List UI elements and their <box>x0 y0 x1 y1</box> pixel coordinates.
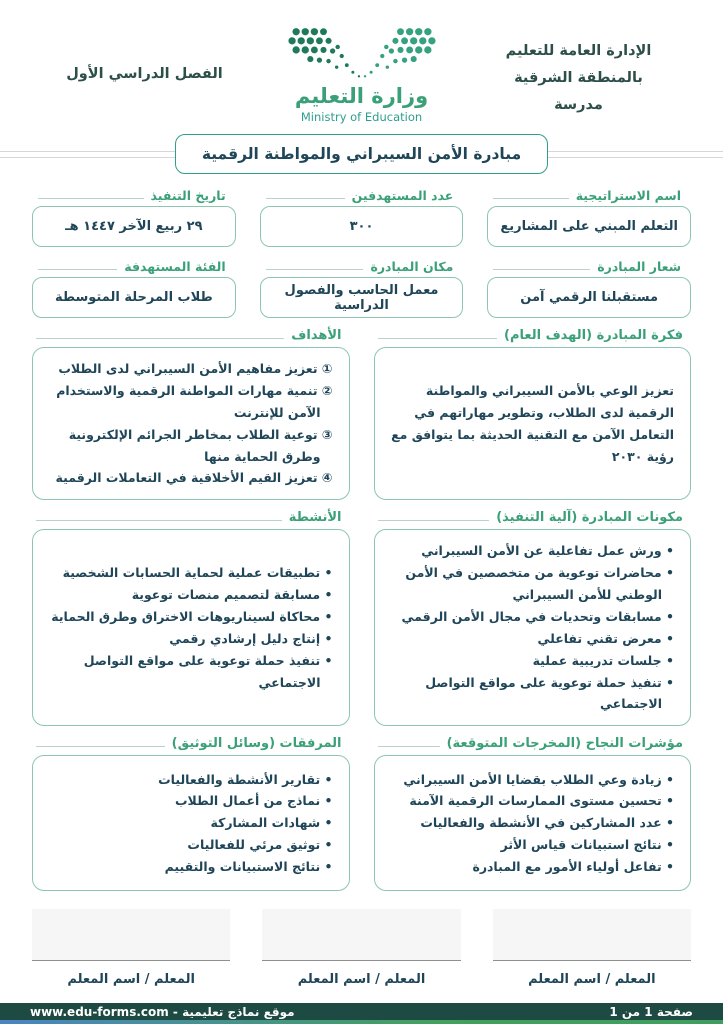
field-label: عدد المستهدفين <box>351 188 454 203</box>
section-components <box>374 510 692 726</box>
list-item: • تقارير الأنشطة والفعاليات <box>158 771 333 787</box>
list-item: • مسابقة لتصميم منصات توعوية <box>131 587 333 602</box>
list-item: • توثيق مرئي للفعاليات <box>187 837 333 853</box>
list-item: • إنتاج دليل إرشادي رقمي <box>169 630 333 646</box>
list-item: • نتائج الاستبيانات والتقييم <box>164 859 333 875</box>
list-item: • زيادة وعي الطلاب بقضايا الأمن السيبراني <box>403 771 674 787</box>
section-success-indicators <box>374 736 692 891</box>
field-value: مستقبلنا الرقمي آمن <box>487 277 691 318</box>
list-item: • عدد المشاركين في الأنشطة والفعاليات <box>420 815 674 831</box>
section-title: الأهداف <box>291 328 342 343</box>
section-title: الأنشطة <box>288 510 342 526</box>
field-label: مكان المبادرة <box>370 259 454 274</box>
objectives-list <box>32 347 350 500</box>
field-label: الفئة المستهدفة <box>124 259 226 274</box>
list-item: • نماذج من أعمال الطلاب <box>174 793 333 809</box>
label-rule <box>493 269 590 270</box>
field-target-category <box>32 259 236 318</box>
idea-paragraph: تعزيز الوعي بالأمن السيبراني والمواطنة الرقمية لدى الطلاب، وتطوير مهاراتهم في التعامل الآمن مع التقنية الحديثة بما يتوافق مع رؤية ٢٠٣٠ <box>391 382 674 464</box>
semester-label: الفصل الدراسي الأول <box>66 66 223 82</box>
ministry-logo <box>247 26 476 124</box>
footer-gradient-strip <box>0 1020 723 1024</box>
page-header <box>0 0 723 124</box>
list-item: ① تعزيز مفاهيم الأمن السيبراني لدى الطلاب <box>58 361 333 376</box>
list-item: • شهادات المشاركة <box>210 815 333 831</box>
list-item: ④ تعزيز القيم الأخلاقية في التعاملات الرقمية <box>55 470 333 486</box>
sections-row-components-activities <box>32 510 691 726</box>
list-item: • ورش عمل تفاعلية عن الأمن السيبراني <box>421 543 674 559</box>
field-strategy-name <box>487 188 691 247</box>
list-item: • تنفيذ حملة توعوية على مواقع التواصل الاجتماعي <box>425 674 674 712</box>
label-rule <box>38 269 117 270</box>
label-rule <box>378 520 490 521</box>
label-rule <box>266 269 364 270</box>
label-rule <box>36 520 282 521</box>
signature-box[interactable] <box>493 909 691 961</box>
label-rule <box>378 338 498 339</box>
school-line: مدرسة <box>554 96 603 113</box>
attachments-list <box>32 755 350 891</box>
signatures-row <box>32 891 691 987</box>
section-objectives <box>32 328 350 500</box>
section-attachments <box>32 736 350 891</box>
section-initiative-idea <box>374 328 692 500</box>
field-value: معمل الحاسب والفصول الدراسية <box>260 277 464 318</box>
section-title: فكرة المبادرة (الهدف العام) <box>504 328 683 343</box>
sections-row-indicators-attachments <box>32 736 691 891</box>
site-link[interactable]: موقع نماذج تعليمية - www.edu-forms.com <box>30 1004 295 1019</box>
ministry-administration-block <box>476 26 681 118</box>
field-value: طلاب المرحلة المتوسطة <box>32 277 236 318</box>
ministry-logo-english-wordmark: Ministry of Education <box>300 110 423 124</box>
list-item: • محاضرات توعوية من متخصصين في الأمن الوطني للأمن السيبراني <box>405 565 674 602</box>
field-label: شعار المبادرة <box>597 259 681 274</box>
list-item: • معرض تقني تفاعلي <box>537 630 674 646</box>
list-item: • محاكاة لسيناريوهات الاختراق وطرق الحماية <box>51 608 333 624</box>
label-rule <box>493 198 568 199</box>
title-rule-left <box>0 151 175 158</box>
title-rule-right <box>548 151 723 158</box>
signature-slot <box>493 909 691 987</box>
list-item: • تنفيذ حملة توعوية على مواقع التواصل الاجتماعي <box>83 652 333 690</box>
section-title: مكونات المبادرة (آلية التنفيذ) <box>496 510 683 526</box>
list-item: • تطبيقات عملية لحماية الحسابات الشخصية <box>62 565 333 581</box>
indicators-list <box>374 755 692 891</box>
list-item: ② تنمية مهارات المواطنة الرقمية والاستخدام الآمن للإنترنت <box>56 382 333 420</box>
signature-slot <box>262 909 460 987</box>
field-value: ٢٩ ربيع الآخر ١٤٤٧ هـ <box>32 206 236 247</box>
label-rule <box>38 198 144 199</box>
region-line: بالمنطقة الشرقية <box>514 69 643 86</box>
signature-label: المعلم / اسم المعلم <box>67 972 195 988</box>
activities-list <box>32 529 350 726</box>
field-execution-date <box>32 188 236 247</box>
field-label: تاريخ التنفيذ <box>150 188 226 203</box>
signature-slot <box>32 909 230 987</box>
list-item: • تحسين مستوى الممارسات الرقمية الآمنة <box>409 793 674 809</box>
list-item: ③ توعية الطلاب بمخاطر الجرائم الإلكترونية وطرق الحماية منها <box>68 426 333 464</box>
field-target-count <box>260 188 464 247</box>
section-activities <box>32 510 350 726</box>
signature-label: المعلم / اسم المعلم <box>297 972 426 988</box>
label-rule <box>266 198 345 199</box>
label-rule <box>378 746 440 747</box>
list-item: • جلسات تدريبية عملية <box>532 652 674 668</box>
ministry-logo-arabic-wordmark: وزارة التعليم <box>294 84 429 108</box>
administration-line: الإدارة العامة للتعليم <box>505 43 652 59</box>
sections-row-idea-objectives <box>32 328 691 500</box>
field-value: التعلم المبني على المشاريع <box>487 206 691 247</box>
footer-bar <box>0 1003 723 1020</box>
signature-box[interactable] <box>32 909 230 961</box>
title-band <box>0 134 723 174</box>
list-item: • مسابقات وتحديات في مجال الأمن الرقمي <box>401 608 674 624</box>
signature-label: المعلم / اسم المعلم <box>528 972 656 988</box>
list-item: • تفاعل أولياء الأمور مع المبادرة <box>472 859 674 875</box>
ministry-logo-dots-icon <box>286 26 438 80</box>
label-rule <box>36 338 284 339</box>
page-title: مبادرة الأمن السيبراني والمواطنة الرقمية <box>175 134 548 174</box>
components-list <box>374 529 692 726</box>
page-indicator: صفحة 1 من 1 <box>609 1004 693 1019</box>
section-title: المرفقات (وسائل التوثيق) <box>171 736 342 752</box>
info-fields-grid <box>32 188 691 318</box>
field-initiative-slogan <box>487 259 691 318</box>
field-initiative-location <box>260 259 464 318</box>
field-label: اسم الاستراتيجية <box>575 188 681 203</box>
signature-box[interactable] <box>262 909 460 961</box>
list-item: • نتائج استبيانات قياس الأثر <box>500 837 674 853</box>
label-rule <box>36 746 165 747</box>
field-value: ٣٠٠ <box>260 206 464 247</box>
section-title: مؤشرات النجاح (المخرجات المتوقعة) <box>446 736 683 752</box>
